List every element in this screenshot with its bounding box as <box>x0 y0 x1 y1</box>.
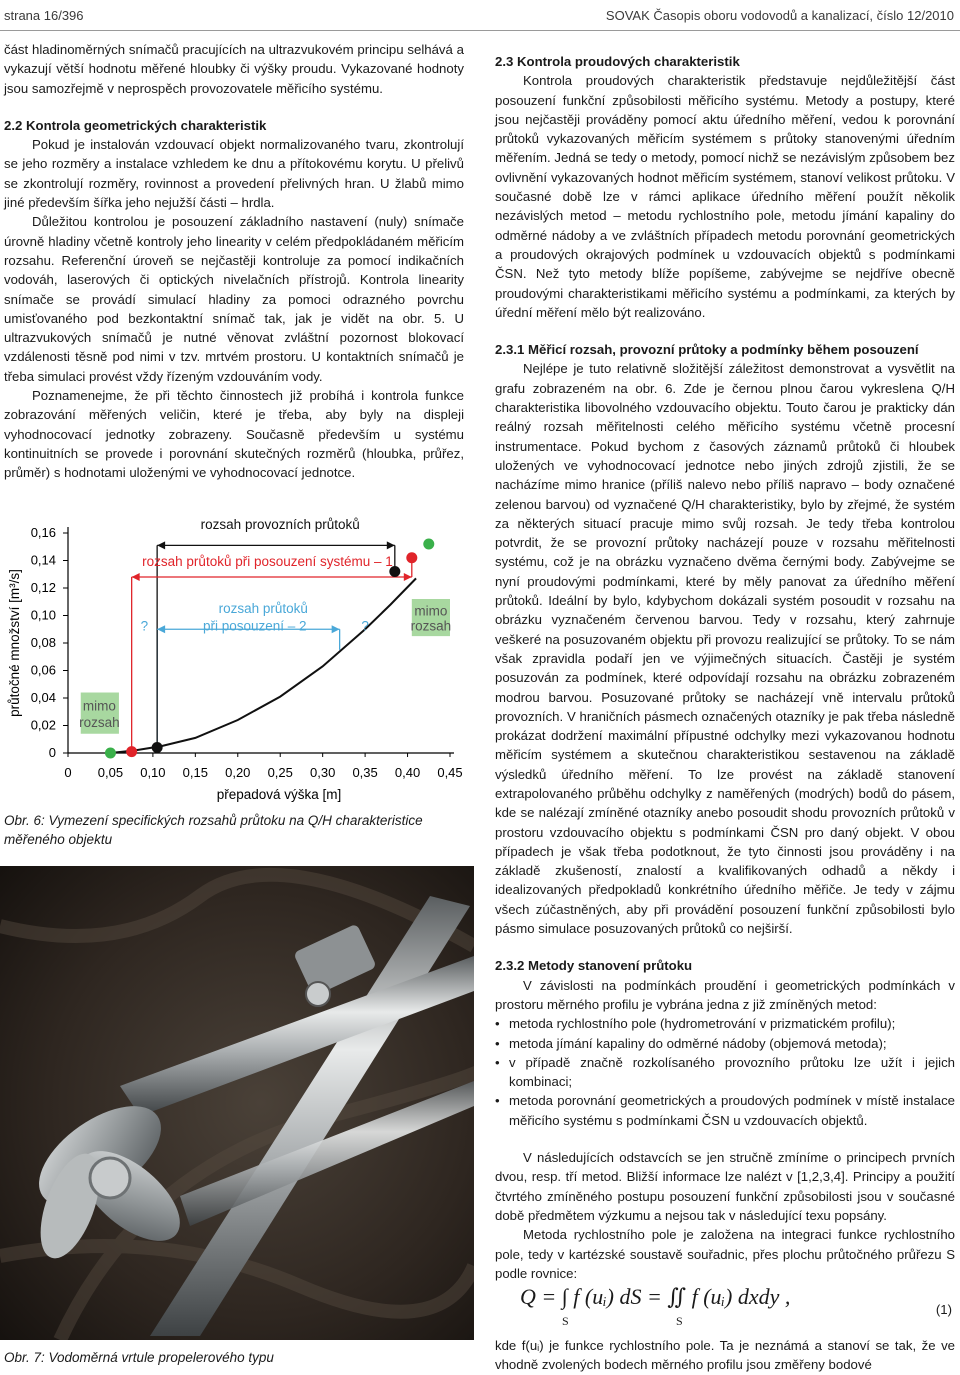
section-2-2-para-3: Poznamenejme, že při těchto činnostech již probíhá i kontrola funkce zobrazování měřených veličin, které je třeba, aby byly na displeji vyhodnocovací jednotky zobrazeny. Současně především u systému kontinuitních se provede i porovnání skutečných rozměrů (hloubka, průřez, průměr) s hodnotami uloženými ve vyhodnocovací jednotce. <box>4 388 464 481</box>
velocity-field-para: Metoda rychlostního pole je založena na integraci funkce rychlostního pole, tedy v kartézské soustavě souřadnic, přes plochu průtočného průřezu S podle rovnice: <box>495 1227 955 1281</box>
posouzeni1-label: rozsah průtoků při posouzení systému – 1 <box>142 554 393 569</box>
journal-title: SOVAK Časopis oboru vodovodů a kanalizací, číslo 12/2010 <box>605 8 954 23</box>
provozni-label: rozsah provozních průtoků <box>200 516 360 532</box>
header-divider <box>0 30 960 31</box>
data-point <box>152 742 163 753</box>
x-tick-label: 0,30 <box>310 765 336 780</box>
data-point <box>126 746 137 757</box>
equation-subscript-s1: S <box>562 1314 569 1328</box>
data-point <box>406 552 417 563</box>
methods-intro-para: V následujících odstavcích se jen stručně zmíníme o principech prvních dvou, resp. tří metod. Bližší informace lze nalézt v [1,2,3,4]. Principy a použití čtvrtého zmíněného postupu posouzení funkční způsobilosti jsou v současné době předmětem výzkumu a nejsou tak v následující texu popsány. <box>495 1150 955 1223</box>
section-2-3-2-para: V závislosti na podmínkách proudění i geometrických podmínkách v prostoru měrného profilu je vybrána jedna z již zmíněných metod: <box>495 977 955 1012</box>
section-2-3-para: Kontrola proudových charakteristik představuje nejdůležitější část posouzení funkční způsobilosti měřicího systému. Metody a postupy, které jsou nejčastěji prováděny pomocí aktu úředního měření, vedou k porovnání průtoků vykazovaných měřicím systémem s průtoky stanovenými úředním měřením. Jedná se tedy o metody, pomocí nichž se nezávislým způsobem bez ovlivnění vykazovaných hodnot měřicím systémem, stanoví velikost průtoku. V současné době lze v rámci aplikace úředního měření použít několik nezávislých metod – metodu rychlostního pole, metodu jímání kapaliny do odměrné nádoby a ve zvláštních případech metodu porovnání geometrických a proudových okrajových podmínek u vzdouvacích objektů s podmínkami ČSN. Než tyto metody blíže popíšeme, zabývejme se nejdříve obecně proudovými charakteristikami měřicího systému a podmínkami, za kterých by úřední měření mělo být realizováno. <box>495 73 955 320</box>
equation-subscript-s2: S <box>676 1314 683 1328</box>
last-paragraph: kde f(uᵢ) je funkce rychlostního pole. Ta je neznámá a stanoví se tak, že ve vhodně zvolených bodech měrného profilu jsou změřeny bodové <box>495 1338 955 1373</box>
section-2-2-heading: 2.2 Kontrola geometrických charakteristik <box>4 117 267 133</box>
list-item: • metoda porovnání geometrických a proudových podmínek v místě instalace měřicího systému s podmínkami ČSN u vzdouvacích objektů. <box>509 1091 955 1130</box>
posouzeni2-label-line2: při posouzení – 2 <box>202 618 307 634</box>
y-tick-label: 0,12 <box>30 580 56 595</box>
section-2-3-1-heading: 2.3.1 Měřicí rozsah, provozní průtoky a podmínky během posouzení <box>495 342 919 358</box>
x-tick-label: 0,20 <box>225 765 251 780</box>
mimo-right-label-2: rozsah <box>410 618 452 634</box>
left-column <box>4 40 464 483</box>
question-mark-left: ? <box>140 618 149 634</box>
x-tick-label: 0,45 <box>437 765 463 780</box>
y-tick-label: 0 <box>48 745 56 760</box>
y-axis-label: průtočné množství [m³/s] <box>7 569 22 717</box>
section-2-2-para-2: Důležitou kontrolou je posouzení základního nastavení (nuly) snímače úrovně hladiny včetně kontroly jeho linearity v celém předpokládaném měřicím rozsahu. Referenční úroveň se nejčastěji kontroluje za pomocí indikačních vodováh, laserových či optických nivelačních přístrojů. Kontrola linearity snímače se provádí simulací hladiny za pomoci odrazného povrchu umisťovaného pod bezkontaktní snímač tak, jak je vidět na obr. 5. U ultrazvukových snímačů je nutné věnovat zvláštní pozornost blokovací vzdálenosti těsně pod nimi v tzv. mrtvém prostoru. U kontaktních snímačů je třeba simulaci provést vždy řízeným vzdouváním vody. <box>4 214 464 384</box>
posouzeni2-label-line1: rozsah průtoků <box>218 600 308 616</box>
arrow-head <box>157 625 165 633</box>
list-item: • metoda rychlostního pole (hydrometrování v prizmatickém profilu); <box>509 1014 955 1033</box>
propeller-photo <box>0 866 474 1340</box>
data-point <box>105 748 116 759</box>
arrow-head <box>132 573 140 581</box>
section-2-3-1-para: Nejlépe je tuto relativně složitější záležitost demonstrovat a vysvětlit na grafu zobrazeném na obr. 6. Zde je černou plnou čarou vykreslena Q/H charakteristika libovolného vzdouvacího objektu. Touto čarou je prakticky dán reálný rozsah měřitelnosti celého měřicího systému včetně procesní instrumentace. Pokud bychom z časových záznamů průtoků či hloubek uložených ve vyhodnocovací jednotce nebo jiných zdrojů zjistili, že se nacházíme mimo hranice (příliš nalevo nebo příliš napravo – body označené zelenou barvou) od vyznačené Q/H charakteristiky, bylo by zřejmé, že systém za některých situací pracuje mimo svůj rozsah. Je tedy třeba kontrolou potvrdit, že se provozní průtoky nacházejí pouze v rozsahu měřitelnosti systému, což je na obrázku vyznačeno dvěma černými body. Zabývejme se nyní proudovými podmínkami, které by měly panovat za úředního měření průtoků. Ideální by bylo, kdybychom dokázali systém posoudit v rozsahu na obrázku vyznačeném červenou barvou. Tedy v rozsahu, který zahrnuje veškeré na posuzovaném objektu při provozu realizující se průtoky. To se nám však zpravidla podaří jen ve výjimečných situacích. Častěji je systém posuzován za podmínek, které odpovídají rozsahu na obrázku zobrazeném modrou barvou. Posuzované průtoky se nacházejí vně intervalu průtoků provozních. V hraničních pásmech označených otazníky je pak třeba následně prokázat dodržení maximální přípustné odchylky mezi vykazovanou hodnotu měřicím systémem a skutečnou charakteristikou sestavenou na základě výsledků úředního měření. To lze provést na základě stanovení extrapolovaného průběhu odchylky z naměřených (modrých) bodů do pásem, kde se nalézají zmíněné otazníky anebo posoudit shodu provozních průtoků v prostoru vzdouvacího objektu s podmínkami ČSN pro daný objekt. V obou případech je však třeba podotknout, že tyto činnosti jsou prováděny i na základě zkušeností, znalostí a kvalifikovaných odhadů a někdy i idealizovaných předpokladů konkrétního úředního měřiče. Je tedy v zájmu všech zúčastněných, aby při provádění posouzení funkční způsobilosti bylo pásmo simulace posuzovaných průtoků co nejširší. <box>495 361 955 937</box>
page-header <box>0 0 960 30</box>
x-tick-label: 0,05 <box>97 765 124 780</box>
right-column-tail <box>495 1336 955 1375</box>
mimo-right-label-1: mimo <box>414 603 448 619</box>
qh-chart <box>0 515 470 805</box>
y-tick-label: 0,10 <box>30 607 56 623</box>
y-tick-label: 0,06 <box>30 662 56 678</box>
section-2-2-para-1: Pokud je instalován vzdouvací objekt normalizovaného tvaru, zkontrolují se jeho rozměry a instalace vzhledem ke dnu a přítokovému korytu. U přelivů se zkontrolují rozměry, rovinnost a provedení přelivných hran. U žlabů mimo jiné především šířka jeho nejužší části – hrdla. <box>4 137 464 211</box>
equation-1 <box>520 1280 956 1328</box>
y-tick-label: 0,04 <box>30 690 56 705</box>
mimo-left-label-1: mimo <box>82 698 116 714</box>
y-tick-label: 0,16 <box>30 525 56 540</box>
figure-7-caption: Obr. 7: Vodoměrná vrtule propelerového typu <box>4 1350 274 1365</box>
mimo-left-label-2: rozsah <box>79 714 120 730</box>
y-tick-label: 0,02 <box>30 717 56 733</box>
list-item: • v případě značně rozkolísaného provozního průtoku lze užít i jejich kombinaci; <box>509 1053 955 1092</box>
x-axis-label: přepadová výška [m] <box>216 787 342 802</box>
equation-number: (1) <box>935 1302 952 1317</box>
x-tick-label: 0,35 <box>352 765 378 780</box>
data-point <box>423 539 434 550</box>
arrow-head <box>387 541 395 549</box>
equation-body: Q = ∫ f (uᵢ) dS = ∬ f (uᵢ) dxdy , <box>520 1284 791 1309</box>
arrow-head <box>332 625 340 633</box>
x-tick-label: 0 <box>64 765 72 780</box>
y-tick-label: 0,14 <box>30 552 56 568</box>
page-number: strana 16/396 <box>4 8 84 23</box>
x-tick-label: 0,25 <box>267 765 293 780</box>
arrow-head <box>157 541 165 549</box>
question-mark-right: ? <box>361 618 369 634</box>
list-item: • metoda jímání kapaliny do odměrné nádoby (objemová metoda); <box>509 1034 955 1053</box>
x-tick-label: 0,15 <box>182 765 208 780</box>
section-2-3-heading: 2.3 Kontrola proudových charakteristik <box>495 54 740 69</box>
method-list <box>495 1014 955 1130</box>
right-column <box>495 52 955 1283</box>
arrow-head <box>404 573 412 581</box>
x-tick-label: 0,10 <box>140 765 166 780</box>
figure-6-caption: Obr. 6: Vymezení specifických rozsahů průtoku na Q/H charakteristice měřeného objektu <box>4 813 423 847</box>
section-2-3-2-heading: 2.3.2 Metody stanovení průtoku <box>495 958 693 974</box>
x-tick-label: 0,40 <box>394 765 421 780</box>
intro-paragraph: část hladinoměrných snímačů pracujících na ultrazvukovém principu selhává a vykazují větší hodnotu měřené hloubky či výšky proudu. Vykazované hodnoty jsou samozřejmě v neprospěch provozovatele měřicího systému. <box>4 42 464 96</box>
y-tick-label: 0,08 <box>30 635 56 650</box>
